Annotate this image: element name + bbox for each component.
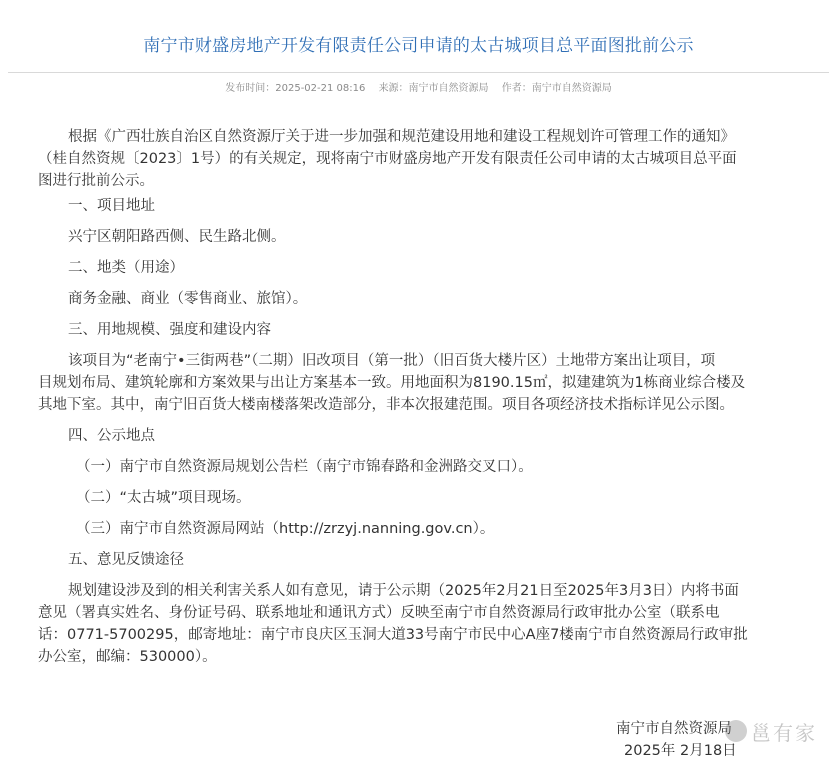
section-4-item-2: （二）“太古城”项目现场。 xyxy=(76,490,251,506)
section-3-line-1: 该项目为“老南宁•三街两巷”（二期）旧改项目（第一批）（旧百货大楼片区）土地带方案出让项目，项 xyxy=(68,353,716,369)
intro-line-1: 根据《广西壮族自治区自然资源厅关于进一步加强和规范建设用地和建设工程规划许可管理工作的通知》 xyxy=(68,129,735,145)
section-5-line-3: 话：0771-5700295，邮寄地址：南宁市良庆区玉洞大道33号南宁市民中心A座7楼南宁市自然资源局行政审批 xyxy=(38,627,748,643)
header-divider xyxy=(8,72,829,73)
section-4-item-1: （一）南宁市自然资源局规划公告栏（南宁市锦春路和金洲路交叉口）。 xyxy=(76,459,533,475)
section-1-heading: 一、项目地址 xyxy=(68,198,155,214)
publish-time: 发布时间：2025-02-21 08:16 xyxy=(225,83,366,94)
section-2-text: 商务金融、商业（零售商业、旅馆）。 xyxy=(68,291,308,307)
signature-date: 2025年 2月18日 xyxy=(624,743,737,759)
section-5-heading: 五、意见反馈途径 xyxy=(68,552,184,568)
source-label: 来源：南宁市自然资源局 xyxy=(378,83,489,94)
signature-org: 南宁市自然资源局 xyxy=(616,721,732,737)
page-title: 南宁市财盛房地产开发有限责任公司申请的太古城项目总平面图批前公示 xyxy=(143,36,694,56)
section-4-heading: 四、公示地点 xyxy=(68,428,155,444)
section-3-line-2: 目规划布局、建筑轮廓和方案效果与出让方案基本一致。用地面积为8190.15㎡，拟建建筑为1栋商业综合楼及 xyxy=(38,375,746,391)
watermark-text: 邕有家 xyxy=(751,720,817,745)
intro-line-3: 图进行批前公示。 xyxy=(38,173,154,189)
section-2-heading: 二、地类（用途） xyxy=(68,260,184,276)
section-4-item-3: （三）南宁市自然资源局网站（http://zrzyj.nanning.gov.cn）。 xyxy=(76,521,495,537)
article-body xyxy=(38,126,808,668)
section-3-line-3: 其地下室。其中，南宁旧百货大楼南楼落架改造部分，非本次报建范围。项目各项经济技术指标详见公示图。 xyxy=(38,397,734,413)
section-5-line-4: 办公室，邮编：530000）。 xyxy=(38,649,217,665)
section-5-line-2: 意见（署真实姓名、身份证号码、联系地址和通讯方式）反映至南宁市自然资源局行政审批办公室（联系电 xyxy=(38,605,720,621)
author-label: 作者：南宁市自然资源局 xyxy=(501,83,612,94)
section-1-text: 兴宁区朝阳路西侧、民生路北侧。 xyxy=(68,229,286,245)
intro-line-2: （桂自然资规〔2023〕1号）的有关规定，现将南宁市财盛房地产开发有限责任公司申请的太古城项目总平面 xyxy=(38,151,737,167)
section-3-heading: 三、用地规模、强度和建设内容 xyxy=(68,322,271,338)
section-5-line-1: 规划建设涉及到的相关利害关系人如有意见，请于公示期（2025年2月21日至2025年3月3日）内将书面 xyxy=(68,583,739,599)
signature-block xyxy=(616,718,737,762)
article-meta xyxy=(0,79,837,94)
